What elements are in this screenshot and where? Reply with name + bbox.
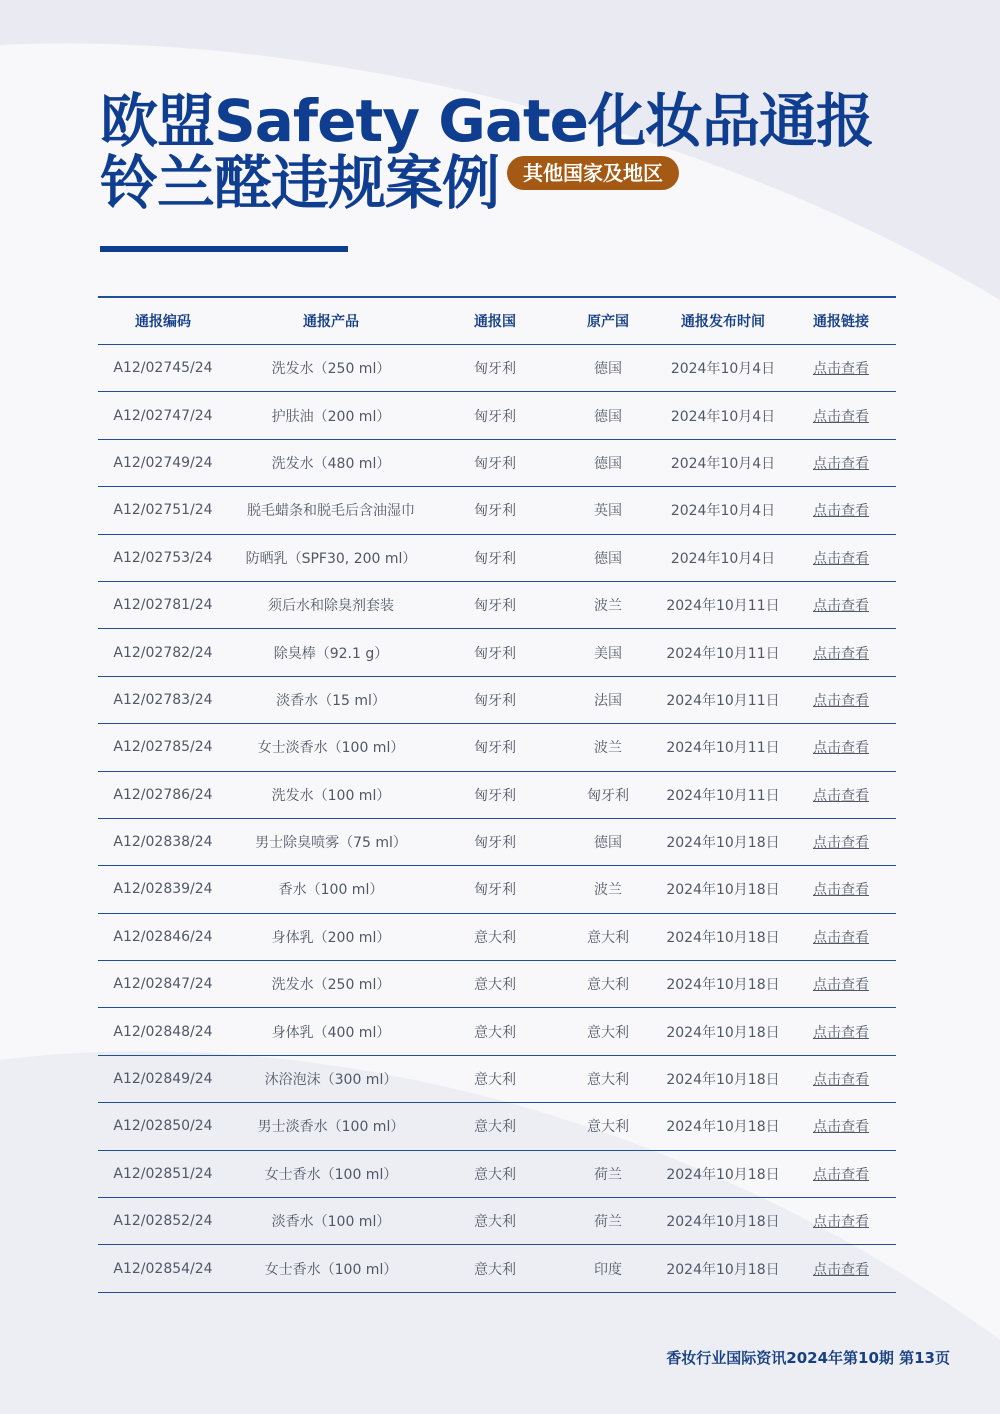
table-row [98,1055,896,1102]
cell-date: 2024年10月4日 [660,534,786,581]
cell-product: 沐浴泡沫（300 ml） [228,1055,434,1102]
page-title [100,87,874,217]
table-row [98,439,896,486]
cell-notifying-country: 匈牙利 [434,866,556,913]
cell-date: 2024年10月11日 [660,676,786,723]
cell-notifying-country: 意大利 [434,1198,556,1245]
cell-origin-country: 意大利 [556,1055,660,1102]
cell-origin-country: 波兰 [556,866,660,913]
title-line-1: 欧盟Safety Gate化妆品通报 [100,87,874,155]
cell-link[interactable]: 点击查看 [786,1008,896,1055]
header-notification-code: 通报编码 [98,297,228,345]
page-footer: 香妆行业国际资讯2024年第10期 第13页 [666,1349,950,1367]
table-row [98,345,896,392]
cell-origin-country: 荷兰 [556,1198,660,1245]
cell-link[interactable]: 点击查看 [786,534,896,581]
cell-date: 2024年10月4日 [660,439,786,486]
cell-product: 女士淡香水（100 ml） [228,724,434,771]
cell-date: 2024年10月18日 [660,866,786,913]
header-product: 通报产品 [228,297,434,345]
notification-table [98,296,896,1293]
title-line-2-text: 铃兰醛违规案例 [100,149,500,217]
cell-link[interactable]: 点击查看 [786,818,896,865]
cell-date: 2024年10月11日 [660,771,786,818]
cell-code: A12/02782/24 [98,629,228,676]
cell-date: 2024年10月18日 [660,1245,786,1292]
cell-origin-country: 德国 [556,392,660,439]
cell-notifying-country: 匈牙利 [434,771,556,818]
cell-origin-country: 法国 [556,676,660,723]
cell-origin-country: 意大利 [556,913,660,960]
cell-product: 除臭棒（92.1 g） [228,629,434,676]
table-row [98,1198,896,1245]
cell-notifying-country: 匈牙利 [434,724,556,771]
cell-product: 洗发水（250 ml） [228,961,434,1008]
cell-code: A12/02851/24 [98,1150,228,1197]
cell-origin-country: 意大利 [556,1008,660,1055]
table-row [98,676,896,723]
title-underline [100,246,348,252]
cell-code: A12/02783/24 [98,676,228,723]
table-row [98,818,896,865]
cell-origin-country: 英国 [556,487,660,534]
cell-product: 身体乳（400 ml） [228,1008,434,1055]
table-row [98,534,896,581]
cell-notifying-country: 匈牙利 [434,487,556,534]
header-publish-date: 通报发布时间 [660,297,786,345]
cell-notifying-country: 匈牙利 [434,818,556,865]
cell-date: 2024年10月11日 [660,629,786,676]
cell-code: A12/02786/24 [98,771,228,818]
cell-link[interactable]: 点击查看 [786,1150,896,1197]
table-row [98,771,896,818]
cell-notifying-country: 匈牙利 [434,534,556,581]
cell-date: 2024年10月18日 [660,1055,786,1102]
title-line-2 [100,149,873,217]
table-row [98,392,896,439]
table-row [98,866,896,913]
cell-origin-country: 德国 [556,439,660,486]
cell-date: 2024年10月11日 [660,581,786,628]
cell-notifying-country: 意大利 [434,961,556,1008]
cell-product: 女士香水（100 ml） [228,1150,434,1197]
cell-product: 防晒乳（SPF30, 200 ml） [228,534,434,581]
cell-date: 2024年10月18日 [660,1008,786,1055]
cell-link[interactable]: 点击查看 [786,1198,896,1245]
cell-code: A12/02849/24 [98,1055,228,1102]
cell-date: 2024年10月18日 [660,913,786,960]
cell-product: 洗发水（100 ml） [228,771,434,818]
cell-product: 女士香水（100 ml） [228,1245,434,1292]
cell-link[interactable]: 点击查看 [786,1245,896,1292]
table-row [98,913,896,960]
cell-code: A12/02838/24 [98,818,228,865]
cell-product: 男士淡香水（100 ml） [228,1103,434,1150]
cell-link[interactable]: 点击查看 [786,866,896,913]
cell-date: 2024年10月11日 [660,724,786,771]
cell-origin-country: 波兰 [556,581,660,628]
header-notifying-country: 通报国 [434,297,556,345]
table-row [98,1245,896,1292]
cell-origin-country: 德国 [556,534,660,581]
cell-code: A12/02847/24 [98,961,228,1008]
cell-product: 身体乳（200 ml） [228,913,434,960]
cell-product: 淡香水（15 ml） [228,676,434,723]
table-row [98,629,896,676]
cell-product: 洗发水（250 ml） [228,345,434,392]
cell-product: 须后水和除臭剂套装 [228,581,434,628]
table-header-row [98,297,896,345]
cell-origin-country: 德国 [556,818,660,865]
cell-code: A12/02854/24 [98,1245,228,1292]
cell-origin-country: 意大利 [556,1103,660,1150]
cell-code: A12/02839/24 [98,866,228,913]
cell-date: 2024年10月4日 [660,392,786,439]
table-row [98,1008,896,1055]
cell-link[interactable]: 点击查看 [786,676,896,723]
cell-code: A12/02749/24 [98,439,228,486]
cell-code: A12/02850/24 [98,1103,228,1150]
cell-link[interactable]: 点击查看 [786,439,896,486]
cell-code: A12/02781/24 [98,581,228,628]
cell-notifying-country: 匈牙利 [434,392,556,439]
cell-origin-country: 美国 [556,629,660,676]
cell-code: A12/02848/24 [98,1008,228,1055]
cell-notifying-country: 匈牙利 [434,676,556,723]
cell-notifying-country: 匈牙利 [434,629,556,676]
table-row [98,1103,896,1150]
cell-link[interactable]: 点击查看 [786,724,896,771]
cell-origin-country: 匈牙利 [556,771,660,818]
cell-notifying-country: 意大利 [434,1245,556,1292]
table-row [98,724,896,771]
cell-origin-country: 荷兰 [556,1150,660,1197]
cell-product: 香水（100 ml） [228,866,434,913]
cell-link[interactable]: 点击查看 [786,345,896,392]
cell-product: 护肤油（200 ml） [228,392,434,439]
cell-notifying-country: 匈牙利 [434,439,556,486]
cell-date: 2024年10月18日 [660,1198,786,1245]
cell-product: 淡香水（100 ml） [228,1198,434,1245]
header-origin-country: 原产国 [556,297,660,345]
cell-code: A12/02753/24 [98,534,228,581]
cell-date: 2024年10月18日 [660,818,786,865]
table-row [98,581,896,628]
region-badge: 其他国家及地区 [507,156,679,190]
cell-date: 2024年10月18日 [660,961,786,1008]
table-row [98,487,896,534]
cell-origin-country: 印度 [556,1245,660,1292]
cell-link[interactable]: 点击查看 [786,1103,896,1150]
cell-link[interactable]: 点击查看 [786,487,896,534]
cell-date: 2024年10月18日 [660,1103,786,1150]
cell-link[interactable]: 点击查看 [786,913,896,960]
table-row [98,961,896,1008]
cell-link[interactable]: 点击查看 [786,961,896,1008]
cell-notifying-country: 意大利 [434,1008,556,1055]
cell-notifying-country: 意大利 [434,1103,556,1150]
cell-code: A12/02852/24 [98,1198,228,1245]
cell-link[interactable]: 点击查看 [786,629,896,676]
cell-code: A12/02751/24 [98,487,228,534]
cell-notifying-country: 意大利 [434,913,556,960]
cell-notifying-country: 意大利 [434,1150,556,1197]
cell-link[interactable]: 点击查看 [786,581,896,628]
cell-product: 男士除臭喷雾（75 ml） [228,818,434,865]
cell-origin-country: 波兰 [556,724,660,771]
cell-code: A12/02745/24 [98,345,228,392]
cell-code: A12/02846/24 [98,913,228,960]
cell-product: 洗发水（480 ml） [228,439,434,486]
cell-notifying-country: 匈牙利 [434,345,556,392]
cell-notifying-country: 匈牙利 [434,581,556,628]
cell-link[interactable]: 点击查看 [786,392,896,439]
cell-date: 2024年10月4日 [660,345,786,392]
cell-product: 脱毛蜡条和脱毛后含油湿巾 [228,487,434,534]
cell-link[interactable]: 点击查看 [786,771,896,818]
cell-origin-country: 德国 [556,345,660,392]
cell-code: A12/02747/24 [98,392,228,439]
cell-notifying-country: 意大利 [434,1055,556,1102]
cell-code: A12/02785/24 [98,724,228,771]
cell-origin-country: 意大利 [556,961,660,1008]
cell-date: 2024年10月18日 [660,1150,786,1197]
header-link: 通报链接 [786,297,896,345]
cell-link[interactable]: 点击查看 [786,1055,896,1102]
table-row [98,1150,896,1197]
cell-date: 2024年10月4日 [660,487,786,534]
